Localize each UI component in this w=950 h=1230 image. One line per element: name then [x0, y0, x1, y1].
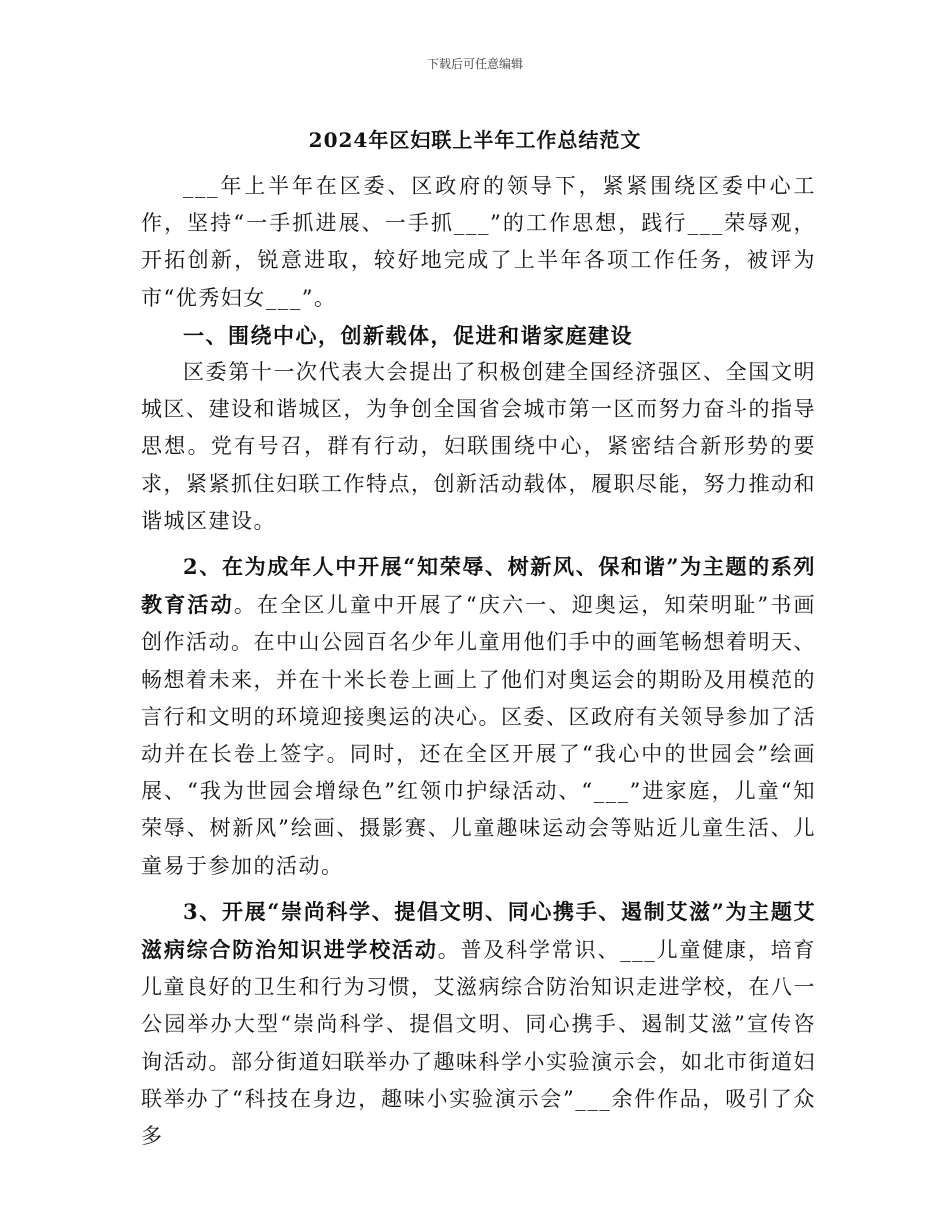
- item-2-paragraph: [141, 548, 816, 885]
- item-3-paragraph: [141, 893, 816, 1155]
- document-title: 2024年区妇联上半年工作总结范文: [308, 128, 642, 152]
- item-3-body: 。普及科学常识、___儿童健康，培育儿童良好的卫生和行为习惯，艾滋病综合防治知识走进学校，在八一公园举办大型“崇尚科学、提倡文明、同心携手、遏制艾滋”宣传咨询活动。部分街道妇联举办了趣味科学小实验演示会，如北市街道妇联举办了“科技在身边，趣味小实验演示会”___余件作品，吸引了众多: [141, 938, 817, 1149]
- section-1-paragraph: 区委第十一次代表大会提出了积极创建全国经济强区、全国文明城区、建设和谐城区，为争创全国省会城市第一区而努力奋斗的指导思想。党有号召，群有行动，妇联围绕中心，紧密结合新形势的要求，紧紧抓住妇联工作特点，创新活动载体，履职尽能，努力推动和谐城区建设。: [141, 360, 816, 533]
- document-body: [141, 168, 816, 1155]
- item-2-lead: 2、在为成年人中开展“知荣辱、树新风、保和谐”为主题的系列教育活动: [141, 554, 816, 618]
- intro-paragraph: ___年上半年在区委、区政府的领导下，紧紧围绕区委中心工作，坚持“一手抓进展、一手抓___”的工作思想，践行___荣辱观，开拓创新，锐意进取，较好地完成了上半年各项工作任务，被评为市“优秀妇女___”。: [141, 174, 816, 310]
- header-note: 下载后可任意编辑: [426, 57, 523, 71]
- item-2-body: 。在全区儿童中开展了“庆六一、迎奥运，知荣明耻”书画创作活动。在中山公园百名少年儿童用他们手中的画笔畅想着明天、畅想着未来，并在十米长卷上画上了他们对奥运会的期盼及用模范的言行和文明的环境迎接奥运的决心。区委、区政府有关领导参加了活动并在长卷上签字。同时，还在全区开展了“我心中的世园会”绘画展、“我为世园会增绿色”红领巾护绿活动、“___”进家庭，儿童“知荣辱、树新风”绘画、摄影赛、儿童趣味运动会等贴近儿童生活、儿童易于参加的活动。: [141, 593, 816, 878]
- item-3-lead: 3、开展“崇尚科学、提倡文明、同心携手、遏制艾滋”为主题艾滋病综合防治知识进学校活动: [141, 898, 816, 963]
- section-1-heading: 一、围绕中心，创新载体，促进和谐家庭建设: [183, 322, 633, 348]
